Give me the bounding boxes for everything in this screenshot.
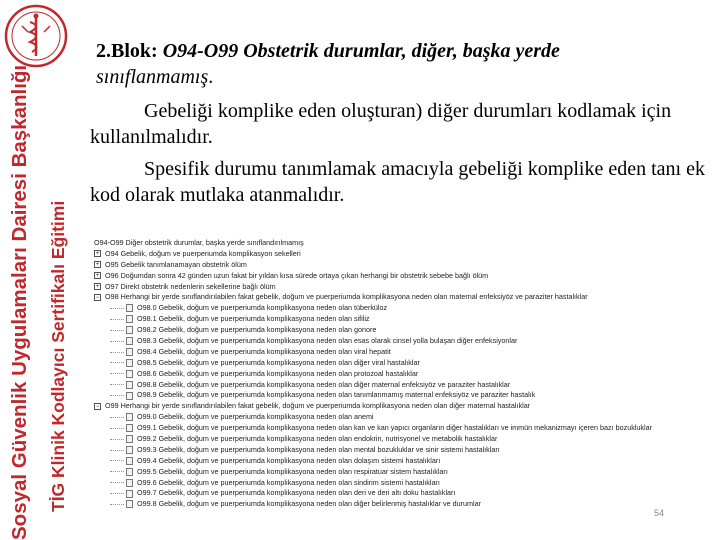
collapse-icon[interactable]: − xyxy=(95,403,100,410)
title-rest: Obstetrik durumlar, diğer, başka yerde xyxy=(238,40,560,62)
tree-row-label: O98.1 Gebelik, doğum ve puerperiumda komplikasyona neden olan sifiliz xyxy=(137,314,370,324)
tree-row[interactable] xyxy=(94,478,714,489)
tree-row-label: O94 Gebelik, doğum ve puerperiumda komplikasyon sekelleri xyxy=(105,248,301,258)
tree-row[interactable] xyxy=(94,282,714,293)
tree-row[interactable] xyxy=(94,412,714,423)
document-icon xyxy=(126,446,133,454)
tree-row-label: O98 Herhangi bir yerde sınıflandırılabilen fakat gebelik, doğum ve puerperiumda komplikasyona neden olan maternal enfeksiyöz ve paraziter hastalıklar xyxy=(105,292,588,302)
title-end: . xyxy=(208,66,214,88)
expand-icon[interactable]: + xyxy=(95,273,100,280)
tree-row[interactable] xyxy=(94,499,714,510)
tree-connector xyxy=(110,319,124,320)
tree-row-label: O99.4 Gebelik, doğum ve puerperiumda komplikasyona neden olan dolaşım sistemi hastalıkları xyxy=(137,455,441,465)
tree-connector xyxy=(110,373,124,374)
ministry-logo-icon xyxy=(4,4,68,68)
tree-connector xyxy=(110,341,124,342)
tree-connector xyxy=(110,384,124,385)
tree-row[interactable] xyxy=(94,336,714,347)
tree-row-label: O96 Doğumdan sonra 42 günden uzun fakat bir yıldan kısa sürede ortaya çıkan herhangi bir obstetrik sebebe bağlı ölüm xyxy=(105,270,489,280)
document-icon xyxy=(126,457,133,465)
tree-row[interactable] xyxy=(94,456,714,467)
tree-row-label: O98.3 Gebelik, doğum ve puerperiumda komplikasyona neden olan esas olarak cinsel yolla bulaşan diğer enfeksiyonlar xyxy=(137,336,518,346)
slide-content xyxy=(88,0,720,540)
expand-icon[interactable]: + xyxy=(95,262,100,269)
tree-row[interactable] xyxy=(94,347,714,358)
document-icon xyxy=(126,370,133,378)
paragraph-2: Spesifik durumu tanımlamak amacıyla gebeliği komplike eden tanı ek kod olarak mutlaka atanmalıdır. xyxy=(90,158,705,206)
document-icon xyxy=(126,381,133,389)
document-icon xyxy=(126,424,133,432)
tree-connector xyxy=(110,460,124,461)
tree-row[interactable] xyxy=(94,260,714,271)
tree-row[interactable] xyxy=(94,271,714,282)
sidebar-course-title: TİG Klinik Kodlayıcı Sertifikalı Eğitimi xyxy=(48,200,68,512)
document-icon xyxy=(126,359,133,367)
tree-row-label: O99.0 Gebelik, doğum ve puerperiumda komplikasyona neden olan anemi xyxy=(137,412,374,422)
tree-row-label: O98.5 Gebelik, doğum ve puerperiumda komplikasyona neden olan diğer viral hastalıklar xyxy=(137,357,420,367)
tree-row[interactable] xyxy=(94,325,714,336)
tree-row-label: O94-O99 Diğer obstetrik durumlar, başka yerde sınıflandırılmamış xyxy=(94,238,304,247)
tree-row[interactable] xyxy=(94,401,714,412)
tree-row[interactable] xyxy=(94,303,714,314)
title-prefix: 2.Blok: xyxy=(96,40,163,62)
sidebar xyxy=(0,0,84,540)
slide-title xyxy=(96,38,706,90)
tree-connector xyxy=(110,471,124,472)
tree-row[interactable] xyxy=(94,423,714,434)
tree-row-label: O99.2 Gebelik, doğum ve puerperiumda komplikasyona neden olan endokrin, nutrisyonel ve metabolik hastalıklar xyxy=(137,434,498,444)
tree-connector xyxy=(110,428,124,429)
tree-row-label: O99.3 Gebelik, doğum ve puerperiumda komplikasyona neden olan mental bozukluklar ve sinir sistemi hastalıkları xyxy=(137,444,500,454)
tree-row[interactable] xyxy=(94,238,714,249)
tree-row-label: O99.1 Gebelik, doğum ve puerperiumda komplikasyona neden olan kan ve kan yapıcı organların diğer hastalıkları ve immün mekanizmayı içeren bazı bozukluklar xyxy=(137,423,652,433)
document-icon xyxy=(126,500,133,508)
tree-row-label: O99.8 Gebelik, doğum ve puerperiumda komplikasyona neden olan diğer belirlenmiş hastalıklar ve durumlar xyxy=(137,499,481,509)
tree-row-label: O99 Herhangi bir yerde sınıflandırılabilen fakat gebelik, doğum ve puerperiumda komplikasyona neden olan diğer maternal hastalıklar xyxy=(105,401,531,411)
tree-connector xyxy=(110,504,124,505)
tree-row[interactable] xyxy=(94,314,714,325)
tree-connector xyxy=(110,417,124,418)
tree-row[interactable] xyxy=(94,488,714,499)
tree-row[interactable] xyxy=(94,292,714,303)
tree-row-label: O98.9 Gebelik, doğum ve puerperiumda komplikasyona neden olan tanımlanmamış maternal enfeksiyöz ve paraziter hastalık xyxy=(137,390,536,400)
tree-row-label: O98.2 Gebelik, doğum ve puerperiumda komplikasyona neden olan gonore xyxy=(137,325,377,335)
paragraph-1: Gebeliği komplike eden oluşturan) diğer durumları kodlamak için kullanılmalıdır. xyxy=(90,100,672,148)
document-icon xyxy=(126,392,133,400)
title-code: O94-O99 xyxy=(162,40,239,62)
tree-row-label: O97 Direkt obstetrik nedenlerin sekellerine bağlı ölüm xyxy=(105,281,276,291)
document-icon xyxy=(126,304,133,312)
expand-icon[interactable]: + xyxy=(95,251,100,258)
expand-icon[interactable]: + xyxy=(95,284,100,291)
tree-row[interactable] xyxy=(94,369,714,380)
tree-row-label: O99.6 Gebelik, doğum ve puerperiumda komplikasyona neden olan sindirim sistemi hastalıkları xyxy=(137,477,440,487)
tree-connector xyxy=(110,362,124,363)
tree-row-label: O99.7 Gebelik, doğum ve puerperiumda komplikasyona neden olan deri ve deri altı doku hastalıkları xyxy=(137,488,456,498)
tree-connector xyxy=(110,395,124,396)
tree-row[interactable] xyxy=(94,445,714,456)
tree-row-label: O98.4 Gebelik, doğum ve puerperiumda komplikasyona neden olan viral hepatit xyxy=(137,346,391,356)
tree-row-label: O99.5 Gebelik, doğum ve puerperiumda komplikasyona neden olan respiratuar sistem hastalıkları xyxy=(137,466,448,476)
tree-row[interactable] xyxy=(94,249,714,260)
icd-code-tree xyxy=(94,238,714,510)
document-icon xyxy=(126,435,133,443)
tree-connector xyxy=(110,493,124,494)
tree-row[interactable] xyxy=(94,390,714,401)
title-line2: sınıflanmamış xyxy=(96,66,209,88)
tree-connector xyxy=(110,450,124,451)
document-icon xyxy=(126,348,133,356)
tree-connector xyxy=(110,439,124,440)
sidebar-org-title: Sosyal Güvenlik Uygulamaları Dairesi Başkanlığı xyxy=(8,64,31,540)
document-icon xyxy=(126,337,133,345)
document-icon xyxy=(126,479,133,487)
page-number: 54 xyxy=(653,508,664,518)
tree-row-label: O98.8 Gebelik, doğum ve puerperiumda komplikasyona neden olan diğer maternal enfeksiyöz ve paraziter hastalıklar xyxy=(137,379,511,389)
tree-row[interactable] xyxy=(94,467,714,478)
tree-row-label: O98.0 Gebelik, doğum ve puerperiumda komplikasyona neden olan tüberküloz xyxy=(137,303,388,313)
tree-row[interactable] xyxy=(94,358,714,369)
tree-row[interactable] xyxy=(94,434,714,445)
document-icon xyxy=(126,413,133,421)
tree-row-label: O95 Gebelik tanımlanamayan obstetrik ölüm xyxy=(105,259,247,269)
document-icon xyxy=(126,490,133,498)
collapse-icon[interactable]: − xyxy=(95,295,100,302)
tree-connector xyxy=(110,352,124,353)
tree-row-label: O98.6 Gebelik, doğum ve puerperiumda komplikasyona neden olan protozoal hastalıklar xyxy=(137,368,419,378)
tree-connector xyxy=(110,482,124,483)
tree-connector xyxy=(110,330,124,331)
tree-connector xyxy=(110,308,124,309)
tree-row[interactable] xyxy=(94,380,714,391)
document-icon xyxy=(126,468,133,476)
document-icon xyxy=(126,315,133,323)
document-icon xyxy=(126,326,133,334)
